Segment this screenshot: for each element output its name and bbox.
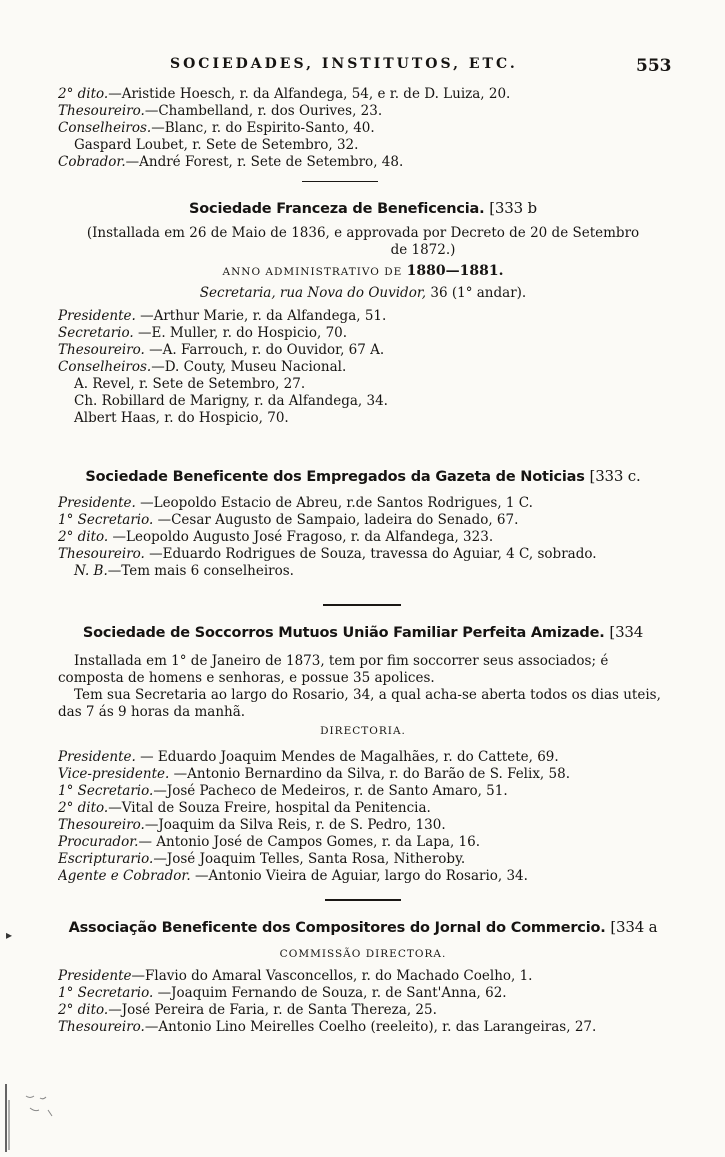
separator-rule xyxy=(323,604,401,606)
entry-text: —D. Couty, Museu Nacional. xyxy=(151,359,347,375)
page-number: 553 xyxy=(636,56,672,76)
directoria-heading: DIRECTORIA. xyxy=(320,725,406,737)
entry-text: —Joaquim da Silva Reis, r. de S. Pedro, 130. xyxy=(144,817,446,833)
role-label: Procurador. xyxy=(58,834,139,850)
running-title: SOCIEDADES, INSTITUTOS, ETC. xyxy=(170,56,518,72)
role-label: Conselheiros. xyxy=(58,120,152,136)
separator-rule xyxy=(325,899,401,901)
member-list xyxy=(58,749,668,885)
role-label: Presidente. xyxy=(58,308,136,324)
paragraph-line: Tem sua Secretaria ao largo do Rosario, 34, a qual acha-se aberta todos os dias uteis, xyxy=(74,687,661,703)
role-label: 1° Secretario. xyxy=(58,783,154,799)
role-label: 2° dito. xyxy=(58,529,109,545)
list-item xyxy=(58,766,668,783)
year-label: ANNO ADMINISTRATIVO DE xyxy=(222,266,403,278)
section-compositores xyxy=(58,917,668,1036)
admin-year xyxy=(58,263,668,280)
list-item xyxy=(58,137,668,154)
list-item xyxy=(58,495,668,512)
entry-text: Ch. Robillard de Marigny, r. da Alfandega, 34. xyxy=(74,393,388,409)
list-item xyxy=(58,783,668,800)
list-item xyxy=(58,410,668,427)
role-label: Thesoureiro. xyxy=(58,1019,145,1035)
section-title xyxy=(58,198,668,219)
entry-text: —E. Muller, r. do Hospicio, 70. xyxy=(133,325,348,341)
paragraph-line: composta de homens e senhoras, e possue 35 apolices. xyxy=(58,670,435,686)
entry-text: —Chambelland, r. dos Ourives, 23. xyxy=(144,103,383,119)
separator-rule xyxy=(302,181,378,182)
entry-text: —Aristide Hoesch, r. da Alfandega, 54, e r. de D. Luiza, 20. xyxy=(108,86,511,102)
list-item xyxy=(58,1019,668,1036)
section-gazeta xyxy=(58,466,668,580)
entry-text: — Eduardo Joaquim Mendes de Magalhães, r. do Cattete, 69. xyxy=(135,749,559,765)
entry-text: —Leopoldo Estacio de Abreu, r.de Santos Rodrigues, 1 C. xyxy=(135,495,533,511)
entry-text: —Eduardo Rodrigues de Souza, travessa do Aguiar, 4 C, sobrado. xyxy=(144,546,597,562)
description-text xyxy=(58,653,668,721)
secretaria-number: 36 (1° andar). xyxy=(430,285,527,301)
list-item xyxy=(58,103,668,120)
installation-line: de 1872.) xyxy=(390,242,456,258)
role-label: Thesoureiro. xyxy=(58,342,145,358)
entry-text: —José Pacheco de Medeiros, r. de Santo Amaro, 51. xyxy=(153,783,508,799)
list-item xyxy=(58,749,668,766)
list-item xyxy=(58,968,668,985)
list-item xyxy=(58,359,668,376)
title-text: Associação Beneficente dos Compositores do Jornal do Commercio. xyxy=(68,920,606,936)
entry-text: —José Joaquim Telles, Santa Rosa, Nitheroby. xyxy=(153,851,466,867)
reference-number: [334 a xyxy=(610,918,658,936)
reference-number: [333 b xyxy=(489,199,537,217)
title-text: Sociedade Franceza de Beneficencia. xyxy=(189,201,485,217)
secretaria-label: Secretaria, rua Nova do Ouvidor, xyxy=(199,285,427,301)
entry-text: —Cesar Augusto de Sampaio, ladeira do Senado, 67. xyxy=(153,512,519,528)
reference-number: [333 c. xyxy=(589,467,641,485)
commissao-heading: COMMISSÃO DIRECTORA. xyxy=(279,948,447,960)
entry-text: —Antonio Bernardino da Silva, r. do Barão de S. Felix, 58. xyxy=(169,766,570,782)
role-label: Conselheiros. xyxy=(58,359,152,375)
entry-text: Albert Haas, r. do Hospicio, 70. xyxy=(74,410,289,426)
entry-text: A. Revel, r. Sete de Setembro, 27. xyxy=(74,376,306,392)
entry-text: —José Pereira de Faria, r. de Santa Thereza, 25. xyxy=(108,1002,437,1018)
list-item xyxy=(58,985,668,1002)
list-item xyxy=(58,851,668,868)
list-item xyxy=(58,154,668,171)
section-franceza xyxy=(58,198,668,427)
list-item xyxy=(58,120,668,137)
list-item xyxy=(58,86,668,103)
role-label: Vice-presidente. xyxy=(58,766,170,782)
list-item xyxy=(58,376,668,393)
role-label: 1° Secretario. xyxy=(58,512,154,528)
role-label: Escripturario. xyxy=(58,851,154,867)
installation-line: (Installada em 26 de Maio de 1836, e approvada por Decreto de 20 de Setembro xyxy=(86,225,640,241)
role-label: 2° dito. xyxy=(58,800,109,816)
role-label: Presidente. xyxy=(58,749,136,765)
role-label: Thesoureiro. xyxy=(58,103,145,119)
member-list xyxy=(58,968,668,1036)
continuation-block xyxy=(58,86,668,171)
section-title xyxy=(58,622,668,643)
binding-edge-marks xyxy=(0,1080,80,1157)
role-label: Cobrador. xyxy=(58,154,126,170)
entry-text: —Leopoldo Augusto José Fragoso, r. da Alfandega, 323. xyxy=(108,529,494,545)
entry-text: —Blanc, r. do Espirito-Santo, 40. xyxy=(151,120,375,136)
role-label: 2° dito. xyxy=(58,86,109,102)
entry-text: —Joaquim Fernando de Souza, r. de Sant'Anna, 62. xyxy=(153,985,507,1001)
title-text: Sociedade de Soccorros Mutuos União Familiar Perfeita Amizade. xyxy=(82,625,605,641)
entry-text: —A. Farrouch, r. do Ouvidor, 67 A. xyxy=(144,342,385,358)
list-item xyxy=(58,817,668,834)
list-item xyxy=(58,308,668,325)
margin-arrow-icon: ▸ xyxy=(6,928,13,942)
list-item xyxy=(58,393,668,410)
list-item xyxy=(58,834,668,851)
entry-text: —Tem mais 6 conselheiros. xyxy=(107,563,294,579)
entry-text: —André Forest, r. Sete de Setembro, 48. xyxy=(125,154,404,170)
role-label: Presidente xyxy=(58,968,132,984)
list-item xyxy=(58,529,668,546)
secretaria-address xyxy=(58,285,668,302)
paragraph-line: Installada em 1° de Janeiro de 1873, tem por fim soccorrer seus associados; é xyxy=(74,653,609,669)
member-list xyxy=(58,308,668,427)
entry-text: —Antonio Lino Meirelles Coelho (reeleito), r. das Larangeiras, 27. xyxy=(144,1019,597,1035)
list-item xyxy=(58,512,668,529)
role-label: 2° dito. xyxy=(58,1002,109,1018)
role-label: Agente e Cobrador. xyxy=(58,868,191,884)
list-item xyxy=(58,563,668,580)
title-text: Sociedade Beneficente dos Empregados da Gazeta de Noticias xyxy=(85,469,585,485)
list-item xyxy=(58,342,668,359)
role-label: Thesoureiro. xyxy=(58,817,145,833)
entry-text: — Antonio José de Campos Gomes, r. da Lapa, 16. xyxy=(138,834,481,850)
reference-number: [334 xyxy=(609,623,644,641)
role-label: N. B. xyxy=(74,563,108,579)
list-item xyxy=(58,325,668,342)
entry-text: Gaspard Loubet, r. Sete de Setembro, 32. xyxy=(74,137,359,153)
list-item xyxy=(58,868,668,885)
role-label: 1° Secretario. xyxy=(58,985,154,1001)
role-label: Presidente. xyxy=(58,495,136,511)
section-title xyxy=(58,466,668,487)
entry-text: —Arthur Marie, r. da Alfandega, 51. xyxy=(135,308,387,324)
entry-text: —Flavio do Amaral Vasconcellos, r. do Machado Coelho, 1. xyxy=(131,968,533,984)
list-item xyxy=(58,800,668,817)
paragraph-line: das 7 ás 9 horas da manhã. xyxy=(58,704,246,720)
list-item xyxy=(58,1002,668,1019)
section-uniao xyxy=(58,622,668,885)
entry-text: —Antonio Vieira de Aguiar, largo do Rosario, 34. xyxy=(190,868,528,884)
list-item xyxy=(58,546,668,563)
entry-text: —Vital de Souza Freire, hospital da Penitencia. xyxy=(108,800,431,816)
year-value: 1880—1881. xyxy=(406,263,504,279)
member-list xyxy=(58,495,668,580)
role-label: Thesoureiro. xyxy=(58,546,145,562)
role-label: Secretario. xyxy=(58,325,134,341)
section-title xyxy=(58,917,668,938)
